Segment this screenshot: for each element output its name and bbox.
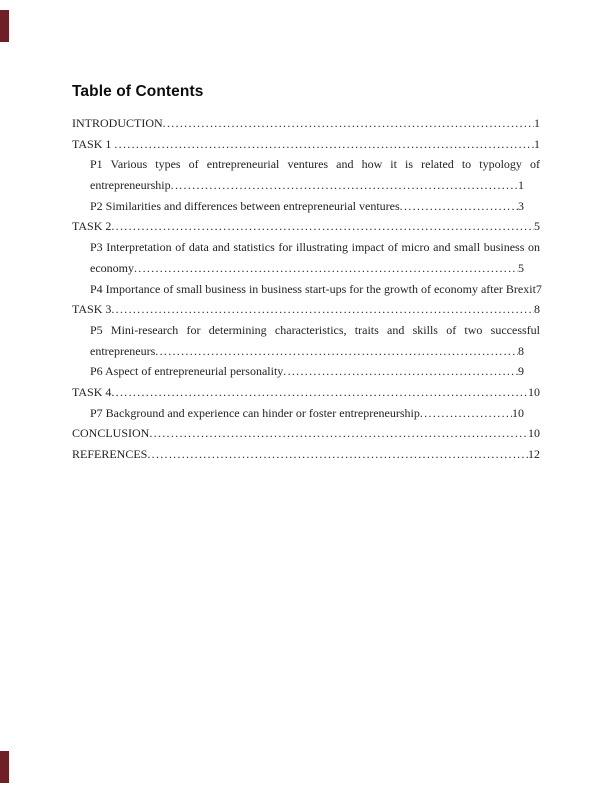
toc-page-number: 12 [528,447,540,461]
toc-entry-label: TASK 4 [72,384,112,399]
toc-entry-task-1 [72,134,540,155]
toc-dot-leader [163,113,534,134]
page-title: Table of Contents [72,83,204,100]
toc-page-number: 8 [518,343,524,358]
toc-entry-label: CONCLUSION [72,426,150,441]
toc-entry-label: P1 Various types of entrepreneurial ventures and how it is related to typology of [90,157,540,172]
toc-entry-p5-line-1 [90,320,540,341]
toc-dot-leader [134,258,518,279]
toc-entry-p2 [90,196,524,217]
toc-dot-leader [420,403,512,424]
toc-entry-label: P5 Mini-research for determining characteristics, traits and skills of two successful [90,322,540,337]
toc-entry-references [72,444,540,465]
toc-dot-leader [171,175,518,196]
toc-entry-label: economy [90,260,134,275]
toc-dot-leader [111,299,534,320]
page-edge-mark-bottom [0,751,9,783]
toc-page-number: 7 [535,281,542,296]
toc-entry-label: P3 Interpretation of data and statistics for illustrating impact of micro and small business on [90,240,540,255]
toc-entry-label: TASK 1 [72,136,115,151]
page-edge-mark-top [0,10,9,42]
toc-entry-label: entrepreneurship [90,178,171,193]
toc-page-number: 8 [534,302,540,317]
toc-entry-label: REFERENCES [72,447,148,461]
toc-page-number: 3 [518,198,524,213]
toc-dot-leader [155,341,518,362]
toc-dot-leader [147,444,528,465]
toc-page-number: 1 [534,116,540,130]
toc-entry-task-4 [72,382,540,403]
toc-entry-task-3 [72,299,540,320]
toc-page-number: 5 [518,260,524,275]
toc-entry-p1-line-2 [90,175,524,196]
toc-entry-introduction [72,113,540,134]
toc-entry-p5-line-2 [90,341,524,362]
toc-entry-conclusion [72,423,540,444]
table-of-contents [72,113,540,465]
toc-page-number: 10 [528,426,540,441]
toc-page-number: 10 [512,405,524,420]
toc-entry-p7 [90,403,524,424]
toc-entry-label: INTRODUCTION [72,116,163,130]
toc-page-number: 5 [534,219,540,234]
toc-entry-label: entrepreneurs [90,343,156,358]
toc-entry-label: P2 Similarities and differences between entrepreneurial ventures [90,198,400,213]
toc-dot-leader [114,134,534,155]
toc-dot-leader [111,382,528,403]
toc-entry-p4 [90,279,540,300]
toc-entry-label: P6 Aspect of entrepreneurial personality [90,364,284,379]
toc-entry-p6 [90,361,524,382]
toc-dot-leader [400,196,518,217]
toc-page-number: 10 [528,384,540,399]
toc-entry-label: P4 Importance of small business in business start-ups for the growth of economy after Brexit [90,281,536,296]
toc-entry-p1-line-1 [90,154,540,175]
toc-entry-label: P7 Background and experience can hinder or foster entrepreneurship [90,405,420,420]
toc-dot-leader [283,361,518,382]
toc-dot-leader [149,423,528,444]
toc-dot-leader [111,216,534,237]
toc-entry-task-2 [72,216,540,237]
toc-entry-p3-line-1 [90,237,540,258]
toc-page-number: 1 [534,136,540,151]
toc-entry-label: TASK 3 [72,302,112,317]
toc-page-number: 1 [518,178,524,193]
toc-entry-p3-line-2 [90,258,524,279]
toc-entry-label: TASK 2 [72,219,112,234]
toc-page-number: 9 [518,364,524,379]
